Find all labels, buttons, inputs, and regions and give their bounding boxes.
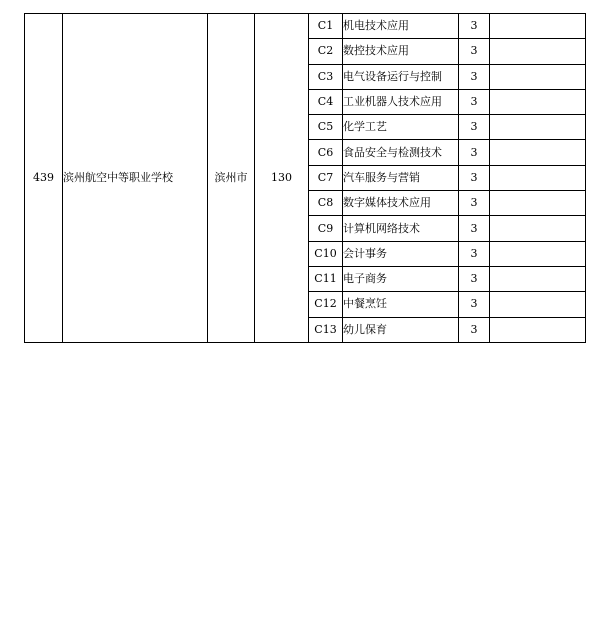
- major-years-cell: 3: [459, 140, 490, 165]
- major-note-cell: [490, 64, 586, 89]
- major-note-cell: [490, 39, 586, 64]
- major-code-cell: C11: [309, 266, 343, 291]
- major-note-cell: [490, 266, 586, 291]
- major-note-cell: [490, 115, 586, 140]
- major-years-cell: 3: [459, 64, 490, 89]
- major-note-cell: [490, 165, 586, 190]
- table-row: [25, 14, 586, 39]
- major-note-cell: [490, 89, 586, 114]
- major-name-cell: 化学工艺: [343, 115, 459, 140]
- quota-cell: 130: [255, 14, 309, 343]
- major-note-cell: [490, 241, 586, 266]
- city-cell: 滨州市: [208, 14, 255, 343]
- major-name-cell: 电子商务: [343, 266, 459, 291]
- major-note-cell: [490, 191, 586, 216]
- major-name-cell: 数字媒体技术应用: [343, 191, 459, 216]
- major-years-cell: 3: [459, 39, 490, 64]
- major-name-cell: 电气设备运行与控制: [343, 64, 459, 89]
- major-code-cell: C7: [309, 165, 343, 190]
- major-years-cell: 3: [459, 266, 490, 291]
- major-name-cell: 幼儿保育: [343, 317, 459, 342]
- major-note-cell: [490, 216, 586, 241]
- major-name-cell: 工业机器人技术应用: [343, 89, 459, 114]
- major-code-cell: C12: [309, 292, 343, 317]
- major-note-cell: [490, 292, 586, 317]
- major-years-cell: 3: [459, 292, 490, 317]
- major-name-cell: 会计事务: [343, 241, 459, 266]
- major-years-cell: 3: [459, 89, 490, 114]
- major-code-cell: C10: [309, 241, 343, 266]
- major-note-cell: [490, 317, 586, 342]
- major-code-cell: C1: [309, 14, 343, 39]
- major-years-cell: 3: [459, 317, 490, 342]
- major-code-cell: C13: [309, 317, 343, 342]
- major-name-cell: 机电技术应用: [343, 14, 459, 39]
- major-name-cell: 汽车服务与营销: [343, 165, 459, 190]
- enrollment-table: [24, 13, 586, 343]
- major-years-cell: 3: [459, 115, 490, 140]
- school-name-cell: 滨州航空中等职业学校: [63, 14, 208, 343]
- major-years-cell: 3: [459, 14, 490, 39]
- major-name-cell: 食品安全与检测技术: [343, 140, 459, 165]
- major-code-cell: C4: [309, 89, 343, 114]
- major-note-cell: [490, 14, 586, 39]
- major-name-cell: 中餐烹饪: [343, 292, 459, 317]
- major-code-cell: C9: [309, 216, 343, 241]
- major-years-cell: 3: [459, 241, 490, 266]
- major-code-cell: C8: [309, 191, 343, 216]
- major-years-cell: 3: [459, 165, 490, 190]
- major-name-cell: 数控技术应用: [343, 39, 459, 64]
- major-code-cell: C3: [309, 64, 343, 89]
- table-body: [25, 14, 586, 343]
- major-note-cell: [490, 140, 586, 165]
- major-code-cell: C2: [309, 39, 343, 64]
- major-code-cell: C5: [309, 115, 343, 140]
- major-years-cell: 3: [459, 216, 490, 241]
- major-name-cell: 计算机网络技术: [343, 216, 459, 241]
- school-id-cell: 439: [25, 14, 63, 343]
- major-years-cell: 3: [459, 191, 490, 216]
- major-code-cell: C6: [309, 140, 343, 165]
